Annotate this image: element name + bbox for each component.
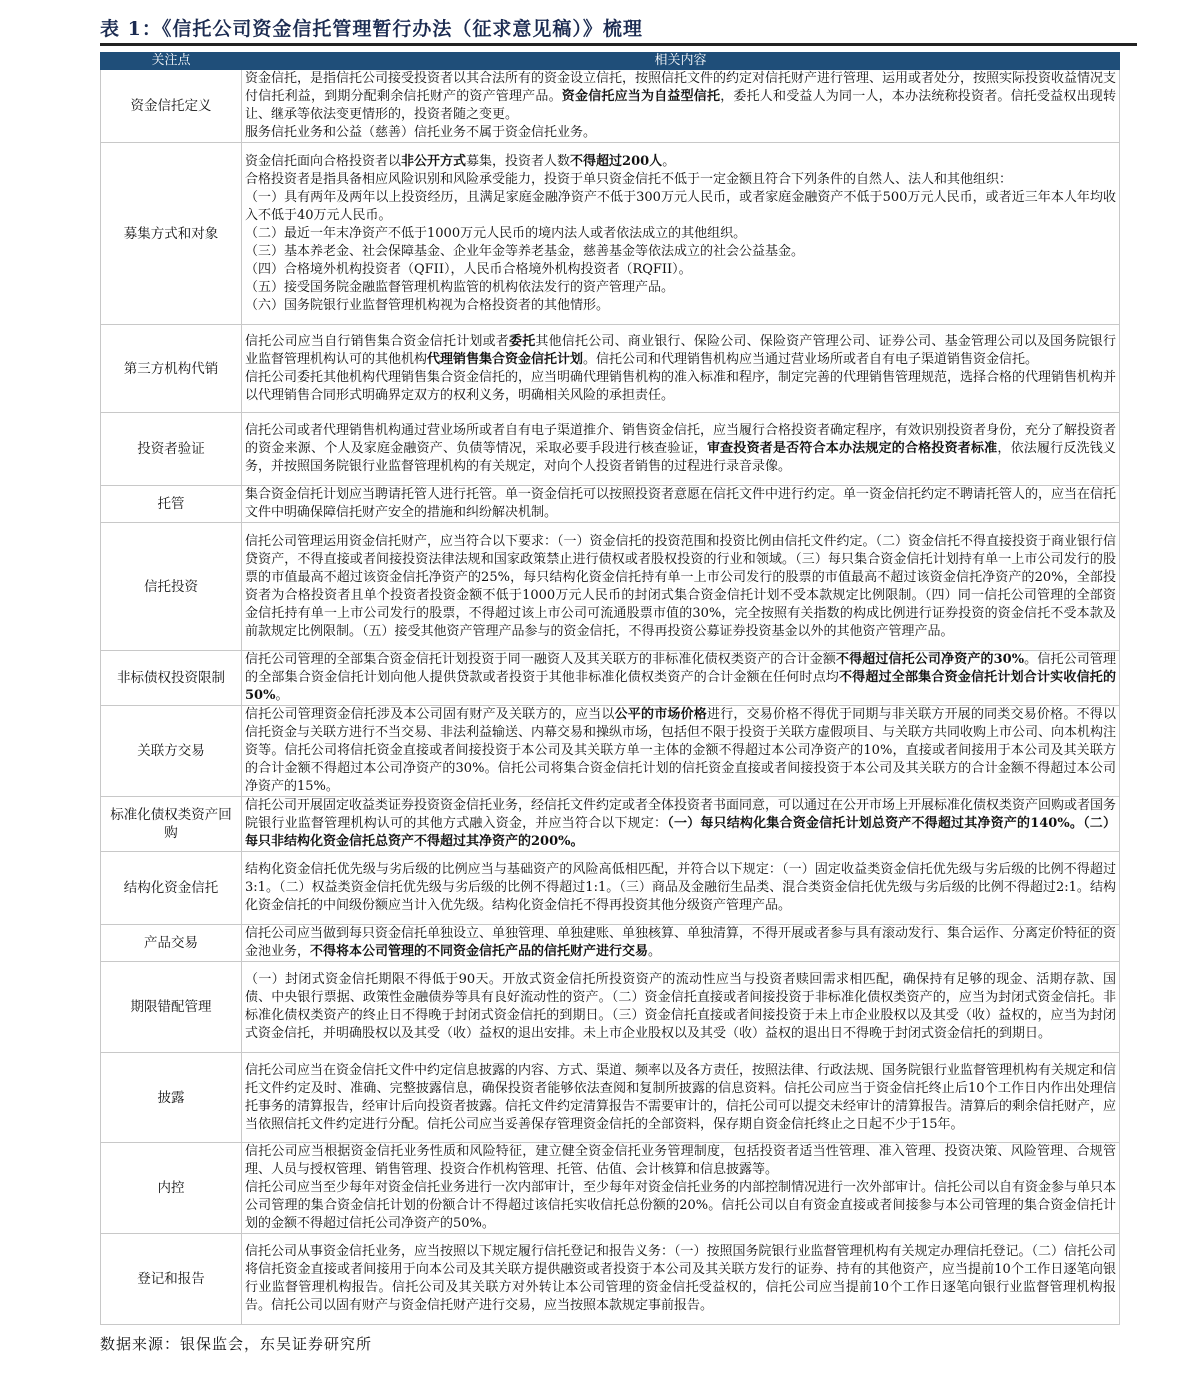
table-row bbox=[101, 1143, 1120, 1234]
table-row bbox=[101, 1234, 1120, 1325]
content-text: 信托公司应当自行销售集合资金信托计划或者 bbox=[245, 333, 509, 349]
content-text: 其他信托公司、商业银行、保险公司、保险资产管理公司、证券公司、基金管理公司以及国务院银行业监督管理机构认可的其他机构 bbox=[245, 333, 1116, 367]
row-label: 披露 bbox=[101, 1053, 242, 1143]
content-paragraph bbox=[245, 124, 1116, 142]
emphasized-text: 审查投资者是否符合本办法规定的合格投资者标准 bbox=[706, 441, 998, 456]
row-label: 非标债权投资限制 bbox=[101, 651, 242, 706]
content-paragraph bbox=[245, 297, 1116, 315]
content-text: 。信托公司管理的全部集合资金信托计划向他人提供贷款或者投资于其他非标准化债权类资产的合计金额在任何时点均 bbox=[245, 652, 1116, 685]
row-content bbox=[242, 962, 1120, 1053]
emphasized-text: 不得超过全部集合资金信托计划合计实收信托的50% bbox=[245, 670, 1116, 703]
emphasized-text: 代理销售集合资金信托计划 bbox=[427, 351, 584, 367]
content-paragraph bbox=[245, 486, 1116, 522]
content-text: 信托公司应当根据资金信托业务性质和风险特征，建立健全资金信托业务管理制度，包括投资者适当性管理、准入管理、投资决策、风险管理、合规管理、人员与授权管理、销售管理、投资合作机构管理、托管、估值、会计核算和信息披露等。 bbox=[245, 1144, 1116, 1177]
content-text: 信托公司委托其他机构代理销售集合资金信托的，应当明确代理销售机构的准入标准和程序，制定完善的代理销售管理规范，选择合格的代理销售机构并以代理销售合同形式明确界定双方的权利义务，明确相关风险的承担责任。 bbox=[245, 369, 1117, 403]
content-text: 资金信托面向合格投资者以 bbox=[245, 153, 402, 169]
content-paragraph bbox=[245, 1243, 1116, 1315]
row-content bbox=[242, 413, 1120, 486]
row-label: 标准化债权类资产回购 bbox=[101, 797, 242, 852]
content-text: 资金信托，是指信托公司接受投资者以其合法所有的资金设立信托，按照信托文件的约定对信托财产进行管理、运用或者处分，按照实际投资收益情况支付信托利益，到期分配剩余信托财产的资产管理产品。 bbox=[245, 71, 1117, 104]
content-text: （三）基本养老金、社会保障基金、企业年金等养老基金，慈善基金等依法成立的社会公益基金。 bbox=[245, 243, 805, 259]
header-related-content: 相关内容 bbox=[242, 53, 1120, 70]
content-paragraph bbox=[245, 925, 1116, 961]
content-text: 信托公司开展固定收益类证券投资资金信托业务，经信托文件约定或者全体投资者书面同意，可以通过在公开市场上开展标准化债权类资产回购或者国务院银行业监督管理机构认可的其他方式融入资金，并应当符合以下规定： bbox=[245, 798, 1117, 831]
row-label: 登记和报告 bbox=[101, 1234, 242, 1325]
row-content bbox=[242, 706, 1120, 797]
content-paragraph bbox=[245, 861, 1116, 915]
row-label: 托管 bbox=[101, 486, 242, 523]
content-text: 信托公司管理的全部集合资金信托计划投资于同一融资人及其关联方的非标准化债权类资产的合计金额 bbox=[245, 652, 836, 667]
table-row bbox=[101, 852, 1120, 925]
row-label: 内控 bbox=[101, 1143, 242, 1234]
content-paragraph bbox=[245, 189, 1116, 225]
content-paragraph bbox=[245, 369, 1116, 405]
content-paragraph bbox=[245, 533, 1116, 641]
emphasized-text: 非公开方式 bbox=[401, 153, 467, 169]
table-row bbox=[101, 325, 1120, 413]
table-row bbox=[101, 523, 1120, 651]
content-text: 信托公司从事资金信托业务，应当按照以下规定履行信托登记和报告义务：（一）按照国务院银行业监督管理机构有关规定办理信托登记。（二）信托公司将信托资金直接或者间接用于向本公司及其关联方提供融资或者投资于本公司及其关联方发行的证券、持有的其他资产，应当提前10个工作日逐笔向银行业监督管理机构报告。信托公司及其关联方对外转让本公司管理的资金信托受益权的，信托公司应当提前10个工作日逐笔向银行业监督管理机构报告。信托公司以固有财产与资金信托财产进行交易，应当按照本款规定事前报告。 bbox=[245, 1244, 1117, 1313]
row-label: 第三方机构代销 bbox=[101, 325, 242, 413]
content-paragraph bbox=[245, 1179, 1116, 1233]
emphasized-text: 不得超过信托公司净资产的30% bbox=[836, 652, 1025, 667]
content-text: （六）国务院银行业监督管理机构视为合格投资者的其他情形。 bbox=[245, 297, 610, 313]
content-text: 进行，交易价格不得优于同期与非关联方开展的同类交易价格。不得以信托资金与关联方进行不当交易、非法利益输送、内幕交易和操纵市场，包括但不限于投资于关联方虚假项目、与关联方共同收购上市公司、向本机构注资等。信托公司将信托资金直接或者间接投资于本公司及其关联方单一主体的金额不得超过本公司净资产的10%，直接或者间接用于本公司及其关联方的合计金额不得超过本公司净资产的30%。信托公司将集合资金信托计划的信托资金直接或者间接投资于本公司及其关联方的合计金额不得超过本公司净资产的15%。 bbox=[245, 707, 1117, 794]
row-content bbox=[242, 486, 1120, 523]
table-header-row bbox=[101, 53, 1120, 70]
table-row bbox=[101, 413, 1120, 486]
header-focus-point: 关注点 bbox=[101, 53, 242, 70]
content-paragraph bbox=[245, 153, 1116, 171]
table-row bbox=[101, 706, 1120, 797]
content-text: 结构化资金信托优先级与劣后级的比例应当与基础资产的风险高低相匹配，并符合以下规定：（一）固定收益类资金信托优先级与劣后级的比例不得超过3:1。（二）权益类资金信托优先级与劣后级的比例不得超过1:1。（三）商品及金融衍生品类、混合类资金信托优先级与劣后级的比例不得超过2:1。结构化资金信托的中间级份额应当计入优先级。结构化资金信托不得再投资其他分级资产管理产品。 bbox=[245, 862, 1116, 913]
content-paragraph bbox=[245, 706, 1116, 796]
content-text: ，委托人和受益人为同一人，本办法统称投资者。信托受益权出现转让、继承等依法变更情形的，投资者随之变更。 bbox=[245, 89, 1116, 122]
content-text: 服务信托业务和公益（慈善）信托业务不属于资金信托业务。 bbox=[245, 125, 597, 140]
content-paragraph bbox=[245, 70, 1116, 124]
content-text: 信托公司应当做到每只资金信托单独设立、单独管理、单独建账、单独核算、单独清算，不得开展或者参与具有滚动发行、集合运作、分离定价特征的资金池业务， bbox=[245, 926, 1117, 959]
table-row bbox=[101, 70, 1120, 143]
content-text: 。信托公司和代理销售机构应当通过营业场所或者自有电子渠道销售资金信托。 bbox=[583, 351, 1039, 367]
content-text: 信托公司应当在资金信托文件中约定信息披露的内容、方式、渠道、频率以及各方责任，按照法律、行政法规、国务院银行业监督管理机构有关规定和信托文件约定及时、准确、完整披露信息，确保投资者能够依法查阅和复制所披露的信息资料。信托公司应当于资金信托终止后10个工作日内作出处理信托事务的清算报告，经审计后向投资者披露。信托文件约定清算报告不需要审计的，信托公司可以提交未经审计的清算报告。清算后的剩余信托财产，应当依照信托文件约定进行分配。信托公司应当妥善保存管理资金信托的全部资料，保存期自资金信托终止之日起不少于15年。 bbox=[245, 1062, 1117, 1132]
row-label: 投资者验证 bbox=[101, 413, 242, 486]
row-label: 产品交易 bbox=[101, 925, 242, 962]
content-paragraph bbox=[245, 651, 1116, 705]
row-content bbox=[242, 1234, 1120, 1325]
emphasized-text: （一）每只结构化集合资金信托计划总资产不得超过其净资产的140%。（二）每只非结构化资金信托总资产不得超过其净资产的200%。 bbox=[245, 816, 1116, 849]
content-paragraph bbox=[245, 225, 1116, 243]
row-content bbox=[242, 143, 1120, 325]
content-text: 。 bbox=[662, 153, 676, 169]
table-title: 表 1：《信托公司资金信托管理暂行办法（征求意见稿）》梳理 bbox=[100, 18, 643, 40]
row-content bbox=[242, 925, 1120, 962]
emphasized-text: 不得将本公司管理的不同资金信托产品的信托财产进行交易 bbox=[310, 944, 649, 959]
content-paragraph bbox=[245, 333, 1116, 369]
content-paragraph bbox=[245, 243, 1116, 261]
table-row bbox=[101, 962, 1120, 1053]
content-paragraph bbox=[245, 171, 1116, 189]
content-paragraph bbox=[245, 797, 1116, 851]
row-label: 期限错配管理 bbox=[101, 962, 242, 1053]
table-body bbox=[101, 70, 1120, 1325]
row-content bbox=[242, 523, 1120, 651]
content-text: 信托公司或者代理销售机构通过营业场所或者自有电子渠道推介、销售资金信托，应当履行合格投资者确定程序，有效识别投资者身份，充分了解投资者的资金来源、个人及家庭金融资产、负债等情况，采取必要手段进行核查验证， bbox=[245, 423, 1117, 456]
table-row bbox=[101, 143, 1120, 325]
content-paragraph bbox=[245, 261, 1116, 279]
row-label: 资金信托定义 bbox=[101, 70, 242, 143]
table-row bbox=[101, 797, 1120, 852]
table-row bbox=[101, 925, 1120, 962]
content-paragraph bbox=[245, 1143, 1116, 1179]
content-text: 合格投资者是指具备相应风险识别和风险承受能力，投资于单只资金信托不低于一定金额且符合下列条件的自然人、法人和其他组织： bbox=[245, 171, 1013, 187]
row-label: 信托投资 bbox=[101, 523, 242, 651]
table-row bbox=[101, 1053, 1120, 1143]
content-text: 。 bbox=[648, 944, 662, 959]
table-row bbox=[101, 651, 1120, 706]
content-paragraph bbox=[245, 1062, 1116, 1134]
content-text: 集合资金信托计划应当聘请托管人进行托管。单一资金信托可以按照投资者意愿在信托文件中进行约定。单一资金信托约定不聘请托管人的，应当在信托文件中明确保障信托财产安全的措施和纠纷解决机制。 bbox=[245, 487, 1117, 520]
content-text: 募集，投资者人数 bbox=[466, 153, 571, 169]
source-note: 数据来源：银保监会，东吴证券研究所 bbox=[100, 1335, 373, 1353]
content-paragraph bbox=[245, 279, 1116, 297]
row-content bbox=[242, 325, 1120, 413]
row-content bbox=[242, 1143, 1120, 1234]
content-text: （一）封闭式资金信托期限不得低于90天。开放式资金信托所投资资产的流动性应当与投资者赎回需求相匹配，确保持有足够的现金、活期存款、国债、中央银行票据、政策性金融债券等具有良好流动性的资产。（二）资金信托直接或者间接投资于非标准化债权类资产的，应当为封闭式资金信托。非标准化债权类资产的终止日不得晚于封闭式资金信托的到期日。（三）资金信托直接或者间接投资于未上市企业股权以及其受（收）益权的，应当为封闭式资金信托，并明确股权以及其受（收）益权的退出安排。未上市企业股权以及其受（收）益权的退出日不得晚于封闭式资金信托的到期日。 bbox=[245, 972, 1116, 1041]
emphasized-text: 资金信托应当为自益型信托 bbox=[561, 89, 721, 104]
content-text: （五）接受国务院金融监督管理机构监管的机构依法发行的资产管理产品。 bbox=[245, 279, 675, 295]
content-text: 信托公司应当至少每年对资金信托业务进行一次内部审计，至少每年对资金信托业务的内部控制情况进行一次外部审计。信托公司以自有资金参与单只本公司管理的集合资金信托计划的份额合计不得超过该信托实收信托总份额的20%。信托公司以自有资金直接或者间接参与本公司管理的集合资金信托计划的金额不得超过信托公司净资产的50%。 bbox=[245, 1180, 1117, 1231]
title-divider bbox=[100, 43, 1137, 46]
content-paragraph bbox=[245, 422, 1116, 476]
table-row bbox=[101, 486, 1120, 523]
content-text: 。 bbox=[275, 688, 289, 703]
row-label: 结构化资金信托 bbox=[101, 852, 242, 925]
regulation-table bbox=[100, 52, 1120, 1325]
content-paragraph bbox=[245, 971, 1116, 1043]
row-content bbox=[242, 70, 1120, 143]
row-content bbox=[242, 1053, 1120, 1143]
emphasized-text: 委托 bbox=[509, 333, 536, 349]
row-content bbox=[242, 852, 1120, 925]
emphasized-text: 不得超过200人 bbox=[570, 153, 663, 169]
row-content bbox=[242, 797, 1120, 852]
row-label: 关联方交易 bbox=[101, 706, 242, 797]
content-text: （二）最近一年末净资产不低于1000万元人民币的境内法人或者依法成立的其他组织。 bbox=[245, 225, 747, 241]
content-text: 信托公司管理资金信托涉及本公司固有财产及关联方的，应当以 bbox=[245, 707, 615, 722]
row-content bbox=[242, 651, 1120, 706]
row-label: 募集方式和对象 bbox=[101, 143, 242, 325]
emphasized-text: 公平的市场价格 bbox=[614, 707, 707, 722]
content-text: ，依法履行反洗钱义务，并按照国务院银行业监督管理机构的有关规定，对向个人投资者销售的过程进行录音录像。 bbox=[245, 441, 1116, 474]
content-text: （一）具有两年及两年以上投资经历，且满足家庭金融净资产不低于300万元人民币，或者家庭金融资产不低于500万元人民币，或者近三年本人年均收入不低于40万元人民币。 bbox=[245, 189, 1116, 223]
content-text: （四）合格境外机构投资者（QFII），人民币合格境外机构投资者（RQFII）。 bbox=[245, 261, 692, 277]
content-text: 信托公司管理运用资金信托财产，应当符合以下要求：（一）资金信托的投资范围和投资比例由信托文件约定。（二）资金信托不得直接投资于商业银行信贷资产，不得直接或者间接投资法律法规和国家政策禁止进行债权或者股权投资的行业和领域。（三）每只集合资金信托计划持有单一上市公司发行的股票的市值最高不超过该资金信托净资产的25%，每只结构化资金信托持有单一上市公司发行的股票的市值最高不超过该资金信托净资产的20%，全部投资者为合格投资者且单个投资者投资金额不低于1000万元人民币的封闭式集合资金信托计划不受本款规定比例限制。（四）同一信托公司管理的全部资金信托持有单一上市公司发行的股票，不得超过该上市公司可流通股票市值的30%，完全按照有关指数的构成比例进行证券投资的资金信托不受本款及前款规定比例限制。（五）接受其他资产管理产品参与的资金信托，不得再投资公募证券投资基金以外的其他资产管理产品。 bbox=[245, 533, 1117, 639]
